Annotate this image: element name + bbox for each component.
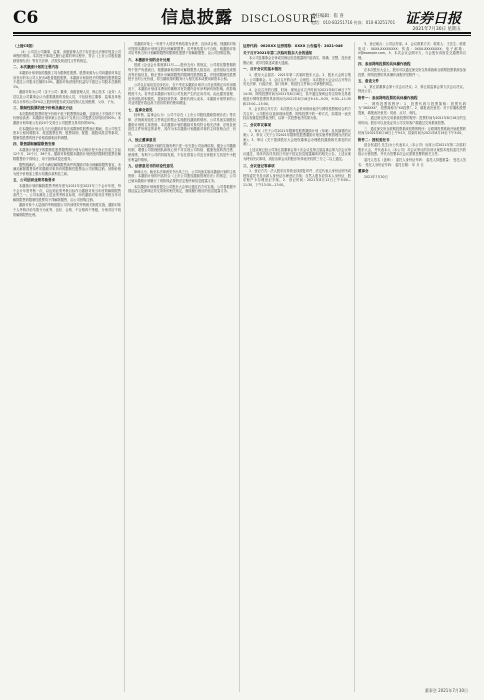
article-paragraph: 5、会议的召开方式：本次股东大会采用现场表决与网络投票相结合的方式召开。公司股东应选择现场投票、网络投票中的一种方式，如果同一表决权出现重复投票表决的，以第一次投票表决结果为准。: [243, 107, 351, 121]
article-paragraph: 4、会议召开的日期、时间：现场会议召开时间为2021年8月16日下午14:30；网络投票时间为2021年8月16日，其中通过深圳证券交易所交易系统进行网络投票的具体时间为2021年8月16日9:15—9:25，9:30—11:30和13:00—15:00。: [243, 87, 351, 106]
article-heading: 七、监事会意见: [128, 107, 153, 112]
article-heading: 九、法律意见书的结论性意见: [128, 164, 174, 169]
article-heading: 五、公司层面业绩考核要求: [13, 178, 55, 183]
section-title-english: DISCLOSURE: [241, 14, 318, 25]
masthead-rule-thin: [13, 35, 471, 36]
article-paragraph: 按照《企业会计准则第11号——股份支付》的规定，公司将在限售期的每个资产负债表日，根据最新取得的可解除限售人数变动、业绩指标完成情况等后续信息，修正预计可解除限售的限制性股票数量，并按照限制性股票授予日的公允价值，将当期取得的服务计入相关成本或费用和资本公积。: [128, 63, 236, 82]
article-paragraph: 1、股东大会届次：2021年第二次临时股东大会。2、股东大会的召集人：公司董事会。3、会议召开的合法、合规性：本次股东大会会议召开符合有关法律、行政法规、部门规章、规范性文件和公司章程的规定。: [243, 72, 351, 87]
footer-signature: 董事会 2021年7月30日: [424, 688, 468, 693]
article-heading: 三、会议登记等事项: [243, 163, 275, 168]
article-paragraph: 在本激励计划公告当日至激励对象完成限制性股票登记期间，若公司发生资本公积转增股本、派送股票红利、股票拆细、配股、缩股或派息等事项，限制性股票的授予价格将做相应的调整。: [13, 126, 121, 140]
article-heading: 一、召开会议的基本情况: [243, 67, 282, 72]
editor-line: 责任编辑：崔 喜: [311, 14, 344, 19]
article-heading: 八、独立董事意见: [128, 138, 156, 143]
article-paragraph: 律师认为，截至本法律意见书出具之日，公司具备实施本激励计划的主体资格；本激励计划的内容符合《上市公司股权激励管理办法》的规定；公司已就本激励计划履行了现阶段必要的法定程序和信息披露义务。: [128, 169, 236, 184]
masthead: [13, 8, 471, 32]
column-divider: [354, 42, 355, 692]
article-paragraph: （4）公司及公司董事、监事、高级管理人员不存在违反法律法规及公司章程的情形。本次授予事项已履行必要的审议程序，符合《上市公司股权激励管理办法》等有关法律、法规及规范性文件的规定。: [13, 49, 121, 63]
article-heading: 附件二：授权委托书: [358, 137, 390, 142]
article-paragraph: 三、通过深交所互联网投票系统投票的程序：互联网投票系统开始投票的时间为2021年8月16日上午9:15，结束时间为2021年8月16日下午3:00。: [358, 126, 466, 136]
contact-line: 电话：010-83251716 传真：010-83251701: [311, 20, 396, 25]
article-heading: 董事会: [358, 169, 369, 174]
article-heading: 二、会议审议事项: [243, 122, 271, 127]
masthead-rule: [13, 32, 471, 34]
article-paragraph: 委托人签名（盖章）： 委托人身份证号码： 委托人持股数量： 受托人签名： 受托人身份证号码： 委托日期： 年 月 日: [358, 158, 466, 167]
article-heading: 附件一：参加网络投票的具体操作流程: [358, 95, 418, 100]
article-heading: 证券代码：002XXX 证券简称：XXXX 公告编号：2021-046: [243, 44, 343, 48]
column-divider: [124, 42, 125, 692]
article-paragraph: 1、登记方式：法人股东应持营业执照复印件、法定代表人身份证明书或授权委托书及出席人身份证办理登记手续；自然人股东应持本人身份证、股东账户卡办理登记手续。2、登记时间：2021年8月12日上午9:00—11:30，下午13:30—17:00。: [243, 169, 351, 188]
column-divider: [239, 42, 240, 692]
article-paragraph: 1、第五届董事会第十次会议决议；2、第五届监事会第九次会议决议。特此公告。: [358, 84, 466, 94]
article-column-3: [243, 42, 351, 692]
article-paragraph: 上述议案已经公司第五届董事会第十次会议及第五届监事会第九次会议审议通过，具体内容详见同日刊登于指定信息披露媒体的相关公告。上述议案为特别决议事项，须经出席会议的股东所持表决权的三分之二以上通过。: [243, 147, 351, 162]
article-paragraph: 激励对象为公司（含子公司）董事、高级管理人员、核心技术（业务）人员以及公司董事会认为需要激励的其他人员，不包括独立董事、监事及单独或合计持有公司5%以上股份的股东或实际控制人及其配偶、父母、子女。: [13, 90, 121, 104]
article-heading: 二、本次激励计划的主要内容: [13, 65, 59, 70]
article-paragraph: 若激励对象上一年度个人绩效考核结果为优秀、良好或合格，则激励对象可按照本激励计划规定的比例解除限售；若考核结果为不合格，则激励对象对应考核当年计划解除限售的限制性股票不得解除限售，由公司回购注销。: [128, 42, 236, 56]
article-paragraph: 激励对象个人层面的考核根据公司内部绩效考核相关制度实施，激励对象个人考核评价结果分为优秀、良好、合格、不合格四个等级，分别对应不同的解除限售比例。: [13, 203, 121, 217]
article-column-4: [358, 42, 466, 692]
article-paragraph: 一、网络投票的程序：1、投票代码与投票简称：投票代码为“36XXXX”，投票简称为“XX投票”。2、填报表决意见：对于非累积投票提案，填报表决意见：同意、反对、弃权。: [358, 101, 466, 115]
article-paragraph: 2021年7月30日: [364, 174, 388, 179]
article-paragraph: 经审核，监事会认为：公司不存在《上市公司股权激励管理办法》等法律、法规和规范性文件规定的禁止实施股权激励的情形，公司具备实施股权激励计划的主体资格。本次激励计划的激励对象均符合相关法律、法规及规范性文件所规定的条件，其作为本次激励计划激励对象的主体资格合法、有效。: [128, 113, 236, 136]
article-paragraph: 本激励计划的解除限售考核年度为2021年至2023年三个会计年度，每个会计年度考核一次，以达到业绩考核目标作为激励对象当年度的解除限售条件之一。公司未满足上述业绩考核目标的，所有激励对象对应考核当年可解除限售的限制性股票均不得解除限售，由公司回购注销。: [13, 184, 121, 202]
article-heading: 关于召开2021年第二次临时股东大会的通知: [243, 50, 313, 55]
page-number: C6: [13, 8, 39, 28]
article-heading: 三、限制性股票的授予价格及确定方法: [13, 106, 73, 111]
article-paragraph: 在本次股东大会上，股东可以通过深交所交易系统和互联网投票系统参加投票，网络投票的具体操作流程详见附件一。: [358, 67, 466, 77]
article-heading: 五、备查文件: [358, 79, 379, 84]
article-paragraph: 二、通过深交所交易系统投票的程序：投票时间为2021年8月16日的交易时间。股东可以登录证券公司交易客户端通过交易系统投票。: [358, 116, 466, 125]
article-column-1: [13, 42, 121, 692]
article-paragraph: 本激励计划授予的限制性股票限售期分别为自相应授予登记完成之日起12个月、24个月、36个月。激励对象根据本激励计划获授的限制性股票在解除限售前不得转让、用于担保或偿还债务。: [13, 147, 121, 162]
article-paragraph: 3、登记地点：公司证券部。4、会议联系方式：联系人：王先生；联系电话：0XXX-XXXXXXXX；传真：0XXX-XXXXXXXX；电子邮箱：ir@example.com。5、本次会议会期半天，与会股东食宿及交通费用自理。: [358, 42, 466, 60]
issue-date: 2021年7月30日 星期五: [412, 27, 461, 32]
article-heading: （上接C5版）: [13, 44, 36, 48]
article-paragraph: 本次限制性股票的授予价格不低于股票票面金额，且原则上不得低于下列价格较高者：本激励计划草案公告前1个交易日公司股票交易均价的50%；本激励计划草案公告前20个交易日公司股票交易均价的50%。: [13, 111, 121, 125]
article-paragraph: 兹全权委托 先生/女士代表本人（本公司）出席公司2021年第二次临时股东大会，并代表本人（本公司）对会议审议的各项议案按本授权委托书的指示行使投票，并代为签署本次会议需要签署的相关文件。: [358, 143, 466, 157]
article-paragraph: 本次激励计划尚需提交公司股东大会审议通过后方可实施。公司将根据中国证监会及深圳证券交易所的相关规定，继续履行相应的信息披露义务。: [128, 184, 236, 194]
article-column-2: [128, 42, 236, 692]
article-paragraph: 本激励计划采取的激励工具为限制性股票。股票来源为公司向激励对象定向发行的本公司人民币A股普通股股票。本激励计划拟授予的限制性股票数量不超过公司股本总额的10%，激励对象获授的权益均不超过公司股本总额的1%。: [13, 70, 121, 89]
article-paragraph: 1、审议《关于公司2021年限制性股票激励计划（草案）及其摘要的议案》；2、审议《关于公司2021年限制性股票激励计划实施考核管理办法的议案》；3、审议《关于提请股东大会授权董事会办理股权激励相关事宜的议案》。: [243, 128, 351, 147]
newspaper-logo: 证券日报: [405, 11, 461, 27]
article-paragraph: 本公司及董事会全体成员保证信息披露的内容真实、准确、完整，没有虚假记载、误导性陈述或重大遗漏。: [243, 56, 351, 65]
section-title: 信息披露: [161, 8, 233, 28]
article-heading: 四、限售期和解除限售安排: [13, 142, 55, 147]
article-paragraph: 限售期满后，公司为满足解除限售条件的激励对象办理解除限售事宜，未满足解除限售条件的激励对象持有的限制性股票由公司回购注销，回购价格为授予价格加上银行同期存款利息之和。: [13, 162, 121, 176]
article-paragraph: 公司本次激励计划的实施有利于进一步完善公司治理结构，健全公司激励机制，增强公司管理团队和核心骨干对实现公司持续、健康发展的责任感、使命感，有利于公司的持续发展，不存在损害公司及全体股东尤其是中小股东利益的情形。: [128, 143, 236, 162]
article-heading: 六、本激励计划的会计处理: [128, 57, 170, 62]
article-paragraph: 公司以目前信息初步估计，在不考虑本激励计划对公司业绩的正向作用情况下，本激励计划成本费用的摊销对有效期内各年净利润有所影响，但影响程度不大。若考虑本激励计划对公司发展产生的正向作用，由此激发管理、业务团队的积极性，提高经营效率，降低代理人成本，本激励计划带来的公司业绩提升将远高于因其带来的费用增加。: [128, 82, 236, 106]
article-heading: 四、参加网络投票的具体操作流程: [358, 62, 411, 67]
